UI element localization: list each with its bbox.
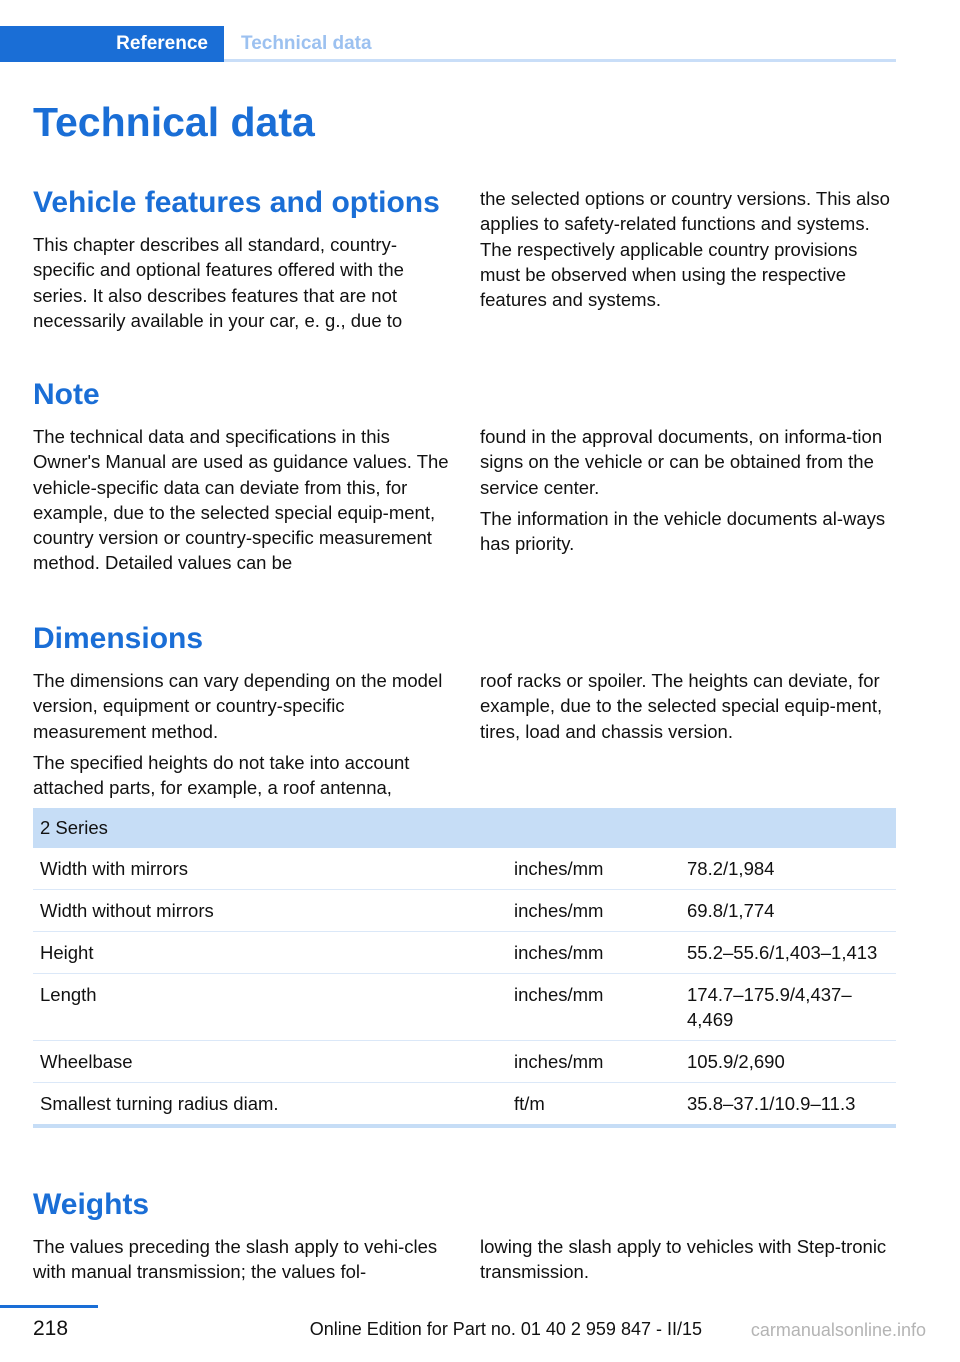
vehicle-right-column (480, 186, 896, 318)
row-value: 105.9/2,690 (680, 1041, 896, 1083)
row-unit: inches/mm (507, 974, 680, 1041)
row-unit: inches/mm (507, 890, 680, 932)
paragraph: The values preceding the slash apply to vehi-cles with manual transmission; the values fol- (33, 1236, 438, 1283)
dimensions-table (33, 808, 896, 1128)
row-label: Height (33, 932, 507, 974)
paragraph: The specified heights do not take into account attached parts, for example, a roof antenna, (33, 751, 410, 799)
row-label: Smallest turning radius diam. (33, 1083, 507, 1127)
heading-weights: Weights (33, 1188, 150, 1221)
row-label: Length (33, 974, 507, 1041)
tab-technical-data[interactable]: Technical data (241, 33, 372, 54)
heading-dimensions: Dimensions (33, 622, 204, 655)
row-label: Width without mirrors (33, 890, 507, 932)
paragraph: found in the approval documents, on informa-tion signs on the vehicle or can be obtained from the service center. (480, 426, 883, 498)
paragraph: The information in the vehicle documents al-ways has priority. (480, 507, 886, 555)
table-header: 2 Series (33, 808, 896, 848)
table-row (33, 848, 896, 890)
row-label: Width with mirrors (33, 848, 507, 890)
paragraph: The dimensions can vary depending on the model version, equipment or country-specific measurement method. (33, 670, 443, 742)
row-unit: inches/mm (507, 1041, 680, 1083)
header-divider (224, 59, 896, 62)
vehicle-left-column (33, 232, 451, 339)
row-label: Wheelbase (33, 1041, 507, 1083)
table-row (33, 1041, 896, 1083)
footer-divider (0, 1305, 98, 1308)
dimensions-left-column (33, 668, 451, 806)
note-left-column (33, 424, 451, 582)
paragraph: The technical data and specifications in this Owner's Manual are used as guidance values. The vehicle-specific data can deviate from this, for example, due to the selected special equip-ment, country version or country-specific measurement method. Detailed values can be (33, 426, 449, 574)
page-title: Technical data (33, 99, 315, 145)
note-right-column (480, 424, 896, 562)
weights-right-column (480, 1234, 896, 1291)
page-header (0, 26, 896, 62)
row-value: 69.8/1,774 (680, 890, 896, 932)
table-header-row (33, 808, 896, 848)
table-row (33, 974, 896, 1041)
paragraph: roof racks or spoiler. The heights can deviate, for example, due to the selected special equip-ment, tires, load and chassis version. (480, 670, 883, 742)
row-value: 174.7–175.9/4,437–4,469 (680, 974, 896, 1041)
paragraph: the selected options or country versions. This also applies to safety-related functions and systems. The respectively applicable country provisions must be observed when using the respective features and systems. (480, 188, 890, 311)
paragraph: lowing the slash apply to vehicles with Step-tronic transmission. (480, 1236, 887, 1283)
row-value: 78.2/1,984 (680, 848, 896, 890)
row-value: 55.2–55.6/1,403–1,413 (680, 932, 896, 974)
row-unit: inches/mm (507, 848, 680, 890)
row-unit: inches/mm (507, 932, 680, 974)
table-row (33, 1083, 896, 1127)
page-number: 218 (33, 1317, 69, 1340)
table-row (33, 932, 896, 974)
watermark: carmanualsonline.info (750, 1320, 926, 1340)
row-unit: ft/m (507, 1083, 680, 1127)
heading-note: Note (33, 378, 100, 411)
paragraph: This chapter describes all standard, country-specific and optional features offered with the series. It also describes features that are not necessarily available in your car, e. g., due to (33, 234, 404, 331)
row-value: 35.8–37.1/10.9–11.3 (680, 1083, 896, 1127)
dimensions-right-column (480, 668, 896, 750)
online-edition-text: Online Edition for Part no. 01 40 2 959 847 - II/15 (309, 1319, 702, 1339)
heading-vehicle-features: Vehicle features and options (33, 186, 440, 219)
table-row (33, 890, 896, 932)
weights-left-column (33, 1234, 451, 1291)
tab-reference[interactable]: Reference (0, 26, 224, 62)
